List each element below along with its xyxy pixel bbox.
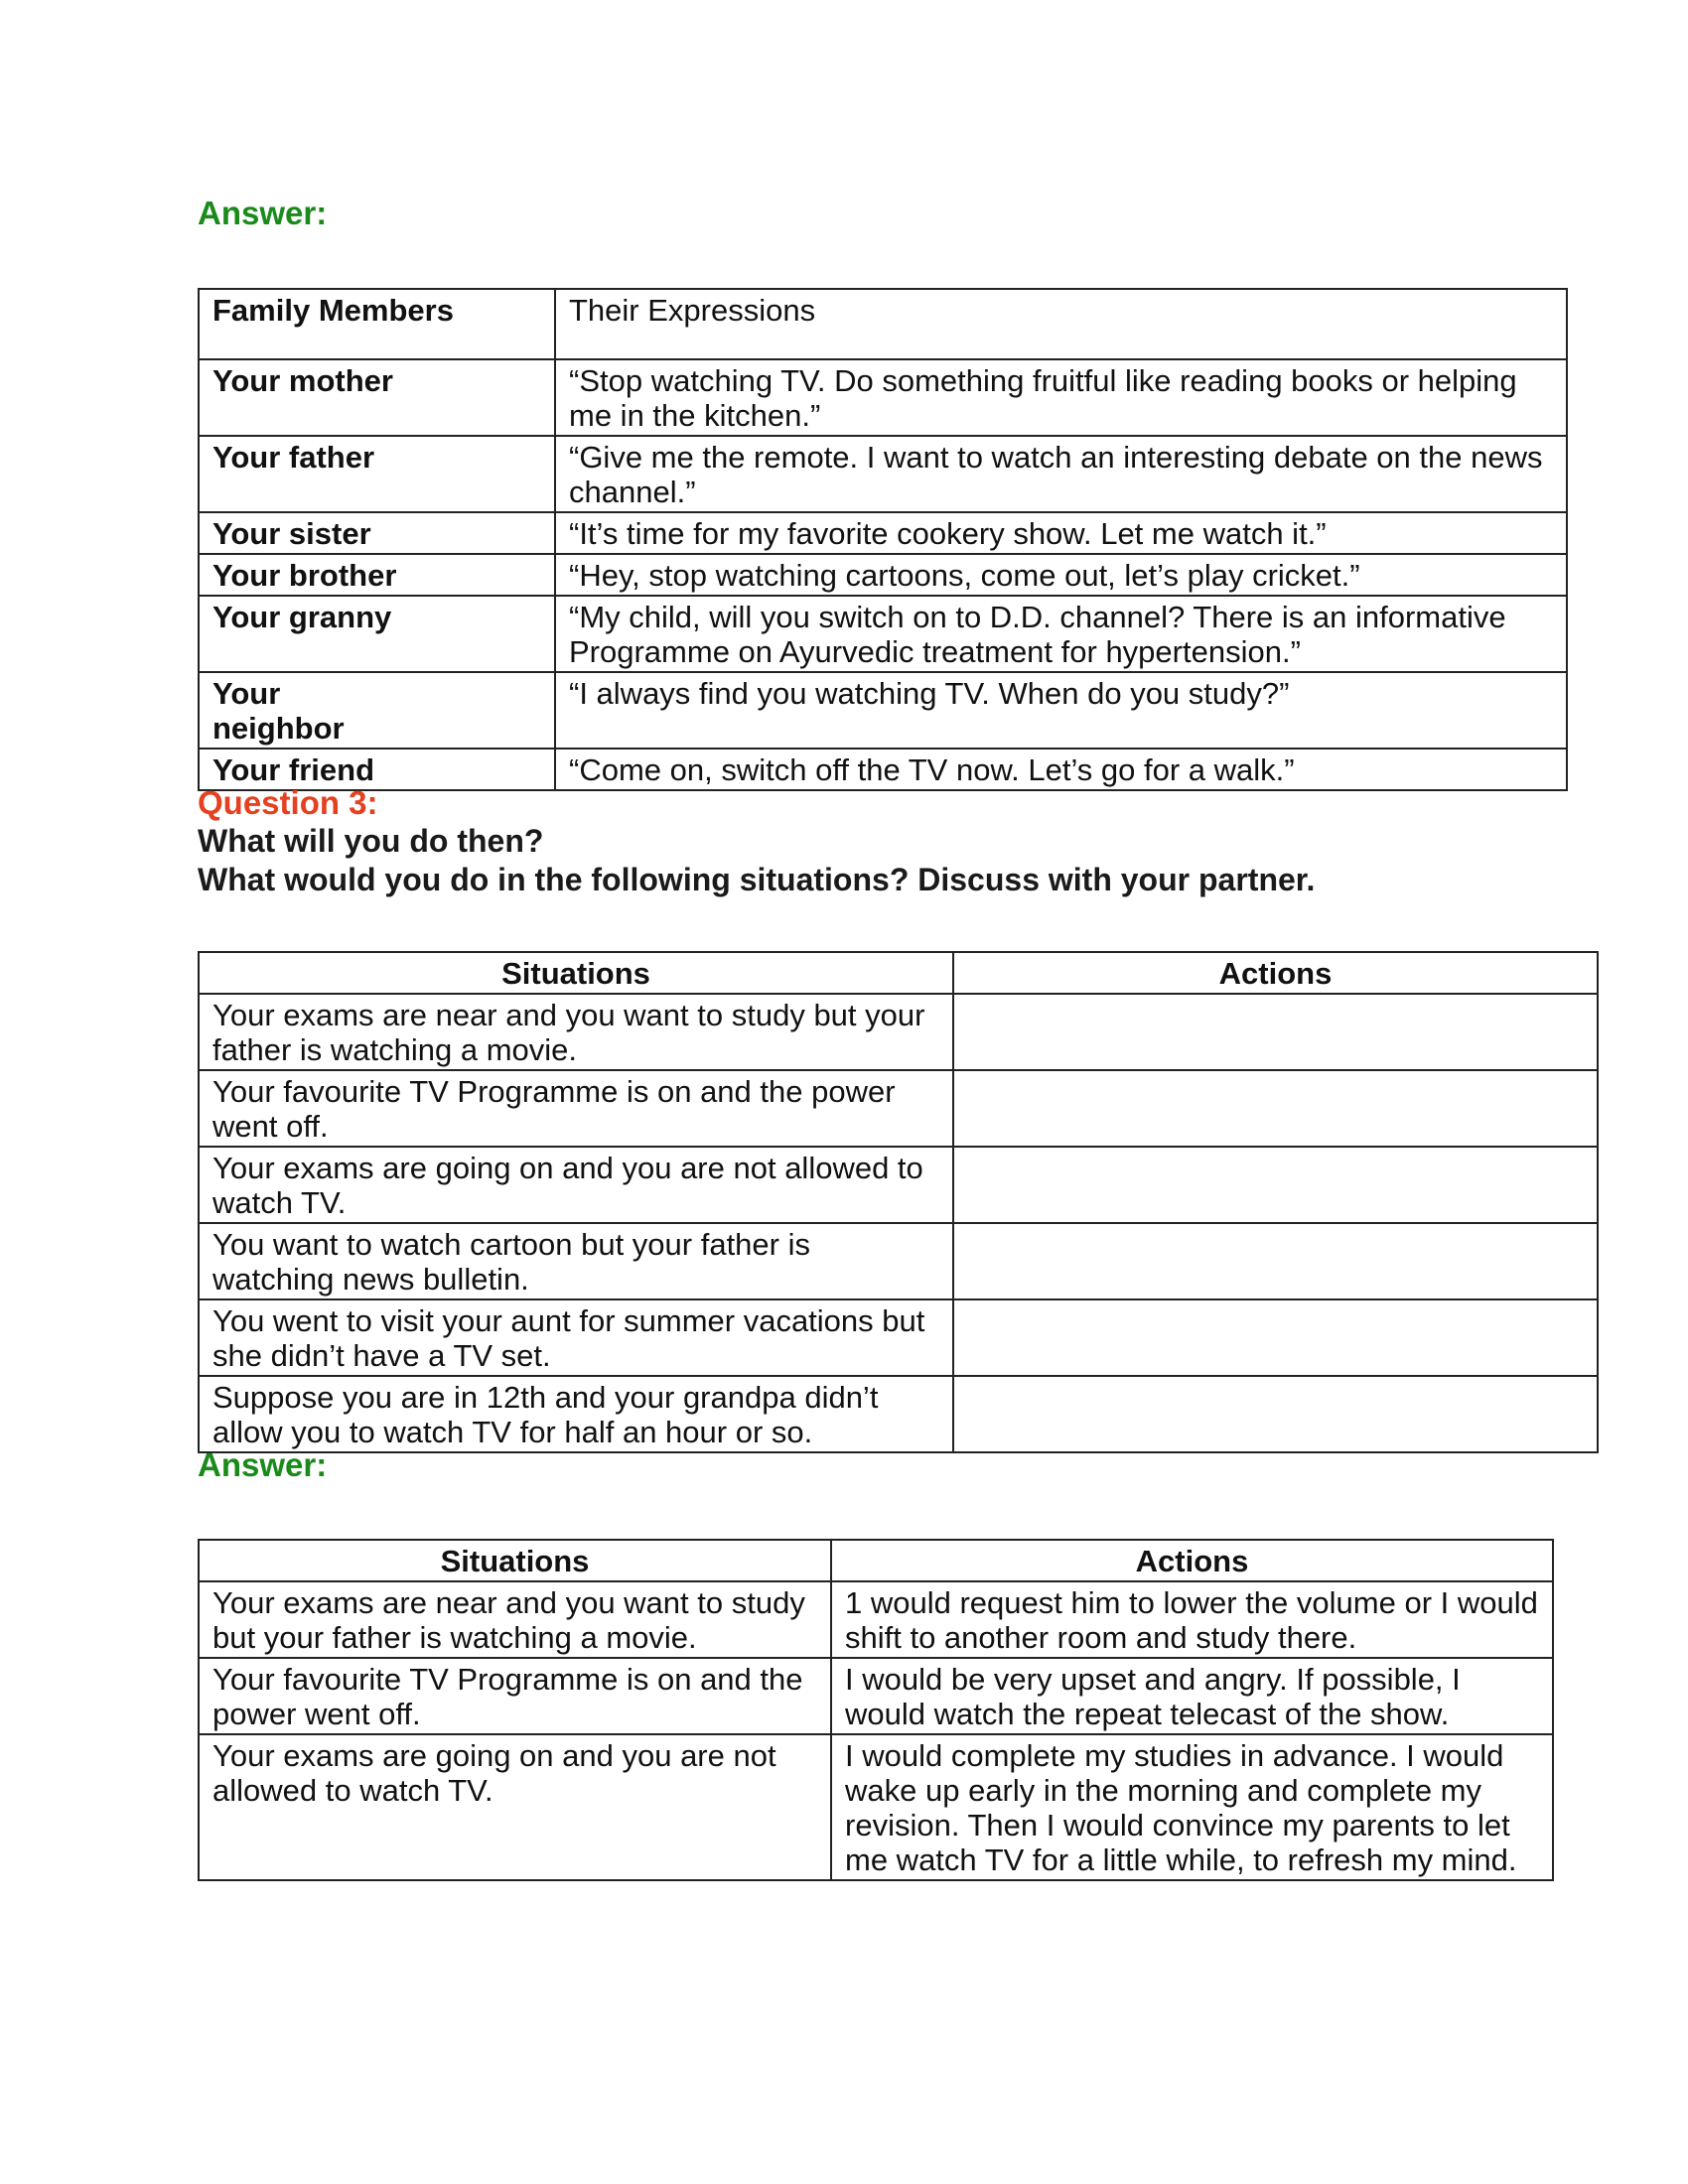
expression-cell: “Hey, stop watching cartoons, come out, let’s play cricket.” (555, 554, 1567, 596)
header-situations: Situations (199, 1540, 831, 1581)
situations-table (198, 951, 1599, 1453)
table-header-row (199, 1540, 1553, 1581)
table-row (199, 1734, 1553, 1880)
table-row (199, 1299, 1598, 1376)
table-header-row (199, 289, 1567, 359)
expression-cell: “It’s time for my favorite cookery show. Let me watch it.” (555, 512, 1567, 554)
action-cell[interactable] (953, 1223, 1598, 1299)
table-row (199, 1658, 1553, 1734)
expression-cell: “Come on, switch off the TV now. Let’s go for a walk.” (555, 749, 1567, 790)
table-row (199, 1147, 1598, 1223)
situation-cell: Your exams are near and you want to study but your father is watching a movie. (199, 994, 953, 1070)
table-header-row (199, 952, 1598, 994)
table-row (199, 672, 1567, 749)
situation-cell: You went to visit your aunt for summer vacations but she didn’t have a TV set. (199, 1299, 953, 1376)
action-cell[interactable] (953, 1299, 1598, 1376)
table-row (199, 554, 1567, 596)
action-cell[interactable] (953, 1376, 1598, 1452)
answers-table (198, 1539, 1554, 1881)
question-3-label: Question 3: (198, 784, 378, 821)
table-row (199, 1376, 1598, 1452)
table-row (199, 359, 1567, 436)
action-cell[interactable] (953, 994, 1598, 1070)
header-their-expressions: Their Expressions (555, 289, 1567, 359)
header-family-members: Family Members (199, 289, 555, 359)
member-cell: Your granny (199, 596, 555, 672)
question-3-line-2: What would you do in the following situations? Discuss with your partner. (198, 862, 1316, 897)
header-situations: Situations (199, 952, 953, 994)
action-cell: 1 would request him to lower the volume or I would shift to another room and study there. (831, 1581, 1553, 1658)
table-row (199, 436, 1567, 512)
table-row (199, 994, 1598, 1070)
table-row (199, 512, 1567, 554)
member-cell: Your sister (199, 512, 555, 554)
header-actions: Actions (831, 1540, 1553, 1581)
situation-cell: Your exams are going on and you are not allowed to watch TV. (199, 1734, 831, 1880)
expression-cell: “Give me the remote. I want to watch an interesting debate on the news channel.” (555, 436, 1567, 512)
situation-cell: Your exams are near and you want to study but your father is watching a movie. (199, 1581, 831, 1658)
situation-cell: Your favourite TV Programme is on and the power went off. (199, 1658, 831, 1734)
answer-heading-2: Answer: (198, 1446, 328, 1483)
situation-cell: Your favourite TV Programme is on and the power went off. (199, 1070, 953, 1147)
table-row (199, 1070, 1598, 1147)
member-cell: Your neighbor (199, 672, 555, 749)
expression-cell: “Stop watching TV. Do something fruitful like reading books or helping me in the kitchen.” (555, 359, 1567, 436)
answer-heading-1: Answer: (198, 195, 328, 231)
member-cell: Your brother (199, 554, 555, 596)
expression-cell: “My child, will you switch on to D.D. channel? There is an informative Programme on Ayurvedic treatment for hypertension.” (555, 596, 1567, 672)
table-row (199, 749, 1567, 790)
table-row (199, 1581, 1553, 1658)
situation-cell: Your exams are going on and you are not allowed to watch TV. (199, 1147, 953, 1223)
member-cell: Your friend (199, 749, 555, 790)
situation-cell: You want to watch cartoon but your father is watching news bulletin. (199, 1223, 953, 1299)
situation-cell: Suppose you are in 12th and your grandpa didn’t allow you to watch TV for half an hour or so. (199, 1376, 953, 1452)
question-3-line-1: What will you do then? (198, 823, 544, 859)
table-row (199, 596, 1567, 672)
action-cell: I would complete my studies in advance. I would wake up early in the morning and complete my revision. Then I would convince my parents to let me watch TV for a little while, to refresh my mind. (831, 1734, 1553, 1880)
member-cell: Your father (199, 436, 555, 512)
family-expressions-table (198, 288, 1568, 791)
action-cell[interactable] (953, 1147, 1598, 1223)
header-actions: Actions (953, 952, 1598, 994)
table-row (199, 1223, 1598, 1299)
member-cell: Your mother (199, 359, 555, 436)
action-cell: I would be very upset and angry. If possible, I would watch the repeat telecast of the show. (831, 1658, 1553, 1734)
expression-cell: “I always find you watching TV. When do you study?” (555, 672, 1567, 749)
action-cell[interactable] (953, 1070, 1598, 1147)
